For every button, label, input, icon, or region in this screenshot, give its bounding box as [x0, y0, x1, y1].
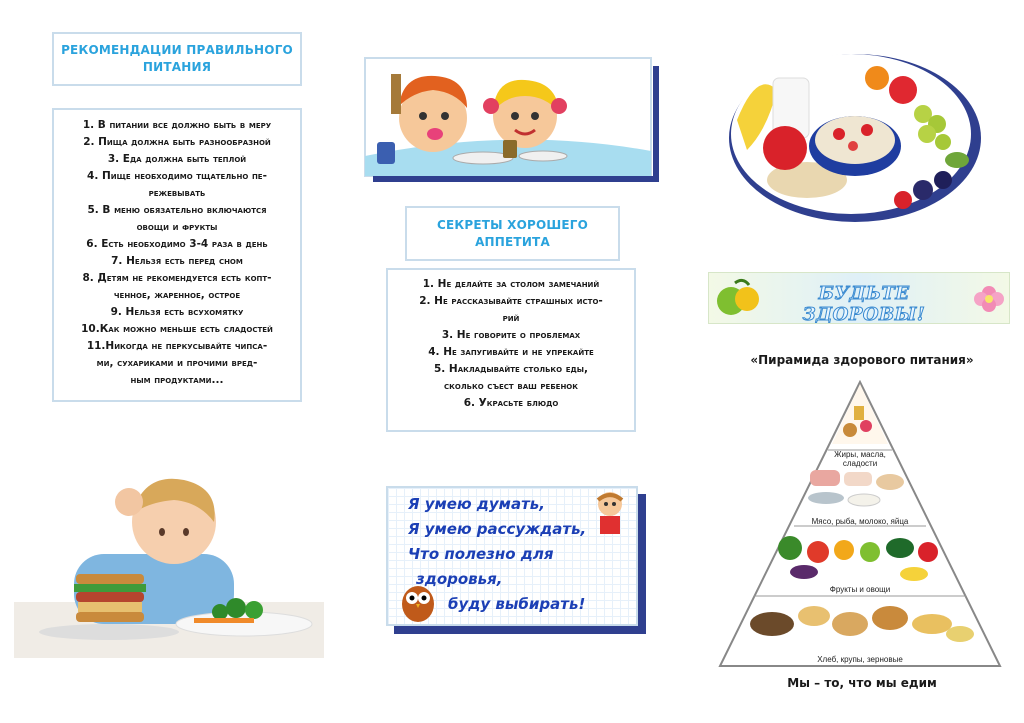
fruit-plate-illustration	[727, 50, 983, 226]
tier-label-fruits: Фрукты и овощи	[829, 585, 891, 594]
list-item: 3. Не говорите о проблемах	[441, 329, 581, 341]
be-healthy-banner	[708, 272, 1010, 324]
list-item: ми, сухариками и прочими вред-	[96, 357, 258, 369]
list-item: овощи и фрукты	[136, 221, 218, 233]
list-item: 6. Украсьте блюдо	[463, 397, 559, 409]
poem-line: здоровья,	[416, 570, 503, 588]
poem-line: буду выбирать!	[448, 595, 586, 613]
poem-line: Я умею думать,	[408, 495, 545, 513]
list-item: 8. Детям не рекомендуется есть копт-	[82, 272, 272, 284]
appetite-title-box	[405, 206, 620, 261]
pyramid-title: «Пирамида здорового питания»	[750, 353, 974, 367]
appetite-list	[388, 276, 634, 412]
list-item: 4. Не запугивайте и не упрекайте	[428, 346, 594, 358]
appetite-list-box	[386, 268, 636, 432]
nutrition-title-line1: РЕКОМЕНДАЦИИ ПРАВИЛЬНОГО	[61, 43, 293, 57]
owl-icon	[398, 580, 438, 624]
list-item: 9. Нельзя есть всухомятку	[110, 306, 244, 318]
list-item: 1. Не делайте за столом замечаний	[422, 278, 600, 290]
kids-eating-illustration	[363, 56, 659, 188]
list-item: 4. Пище необходимо тщательно пе-	[87, 170, 267, 182]
list-item: 5. Накладывайте столько еды,	[433, 363, 589, 375]
list-item: 3. Еда должна быть теплой	[107, 153, 247, 165]
pyramid-caption: Мы – то, что мы едим	[787, 676, 937, 690]
list-item: 7. Нельзя есть перед сном	[111, 255, 243, 267]
tier-label-fats-2: сладости	[842, 459, 878, 468]
nutrition-list	[54, 117, 300, 389]
food-pyramid-illustration	[714, 380, 1006, 672]
list-item: ным продуктами...	[130, 374, 224, 386]
list-item: 5. В меню обязательно включаются	[87, 204, 267, 216]
nutrition-list-box	[52, 108, 302, 402]
list-item: режевывать	[148, 187, 206, 199]
list-item: 2. Пища должна быть разнообразной	[83, 136, 271, 148]
be-healthy-text: БУДЬТЕ ЗДОРОВЫ!	[802, 283, 926, 324]
tier-label-fats: Жиры, масла,	[834, 450, 886, 459]
list-item: 6. Есть необходимо 3-4 раза в день	[86, 238, 268, 250]
list-item: 11.Никогда не перкусывайте чипса-	[86, 340, 268, 352]
list-item: ченное, жаренное, острое	[113, 289, 241, 301]
list-item: 2. Не рассказывайте страшных исто-	[419, 295, 603, 307]
poem-line: Я умею рассуждать,	[408, 520, 587, 538]
tier-label-protein: Мясо, рыба, молоко, яйца	[811, 517, 909, 526]
tier-label-grains: Хлеб, крупы, зерновые	[817, 655, 903, 664]
list-item: 1. В питании все должно быть в меру	[82, 119, 272, 131]
nutrition-title-line2: ПИТАНИЯ	[142, 60, 212, 74]
list-item: 10.Как можно меньше есть сладостей	[81, 323, 273, 335]
flower-icon	[971, 277, 1007, 319]
poem-line: Что полезно для	[408, 545, 554, 563]
boy-eating-illustration	[14, 462, 324, 658]
appetite-title-line1: СЕКРЕТЫ ХОРОШЕГО	[436, 217, 589, 232]
apple-icon	[715, 277, 761, 319]
nutrition-title-box	[52, 32, 302, 86]
appetite-title-line2: АППЕТИТА	[475, 234, 550, 249]
list-item: сколько съест ваш ребенок	[444, 380, 578, 392]
poem-box-body	[386, 486, 638, 626]
thinking-boy-icon	[592, 490, 628, 540]
list-item: рий	[502, 312, 520, 324]
poem-box	[386, 486, 646, 634]
